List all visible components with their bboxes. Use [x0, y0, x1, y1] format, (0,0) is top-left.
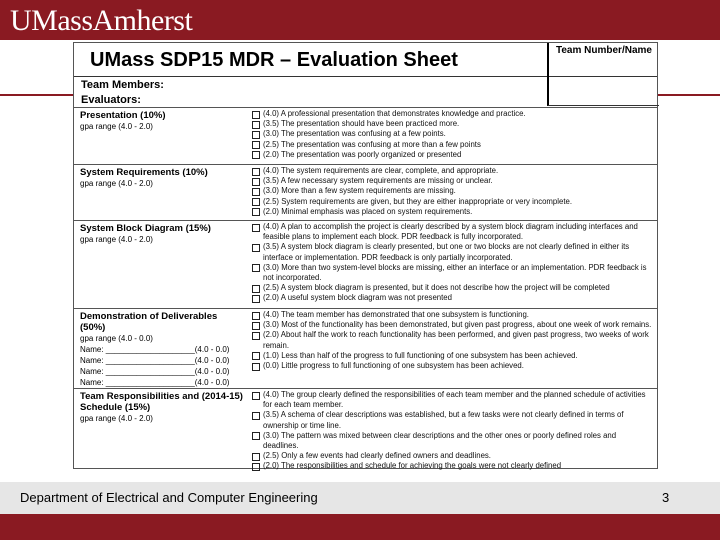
criterion-text: (3.0) The presentation was confusing at a few points.	[263, 129, 446, 139]
checkbox[interactable]	[252, 285, 260, 293]
criterion-text: (2.0) The responsibilities and schedule for achieving the goals were not clearly defined	[263, 461, 562, 471]
team-number-label: Team Number/Name	[556, 45, 652, 56]
section-header	[80, 311, 245, 388]
section-title: Team Responsibilities and (2014-15) Schedule (15%)	[80, 391, 243, 413]
criteria-list	[252, 166, 652, 217]
section-title: System Block Diagram (15%)	[80, 223, 211, 234]
criterion-item[interactable]	[252, 140, 652, 150]
criterion-text: (1.0) Less than half of the progress to full functioning of one subsystem has been achieved.	[263, 350, 578, 360]
criterion-text: (2.0) About half the work to reach functionality has been performed, and given past progress, two weeks of work remain.	[263, 330, 649, 350]
checkbox[interactable]	[252, 188, 260, 196]
criterion-item[interactable]	[252, 431, 652, 451]
section-system-block-diagram	[74, 220, 657, 309]
criterion-text: (4.0) The system requirements are clear, complete, and appropriate.	[263, 166, 499, 175]
checkbox[interactable]	[252, 412, 260, 420]
criterion-text: (3.5) A few necessary system requirements are missing or unclear.	[263, 176, 493, 186]
checkbox[interactable]	[252, 432, 260, 440]
section-header	[80, 391, 245, 424]
criterion-text: (3.5) The presentation should have been practiced more.	[263, 119, 460, 129]
criterion-item[interactable]	[252, 293, 652, 303]
section-title: Presentation (10%)	[80, 110, 166, 121]
checkbox[interactable]	[252, 111, 260, 119]
section-team-responsibilities	[74, 388, 657, 469]
checkbox[interactable]	[252, 363, 260, 371]
criterion-text: (4.0) A plan to accomplish the project is clearly described by a system block diagram including interfaces and feasible plans to implement each block. PDR feedback is fully incorporated.	[263, 222, 638, 242]
checkbox[interactable]	[252, 121, 260, 129]
checkbox[interactable]	[252, 141, 260, 149]
section-demonstration-of-deliverables	[74, 308, 657, 389]
sheet-title: UMass SDP15 MDR – Evaluation Sheet	[90, 49, 458, 71]
university-logo: UMassAmherst	[10, 4, 193, 37]
criterion-item[interactable]	[252, 361, 652, 371]
criteria-list	[252, 109, 652, 160]
page-number: 3	[662, 490, 670, 505]
criterion-text: (2.5) A system block diagram is presented, but it does not describe how the project will be completed	[263, 283, 610, 293]
criterion-text: (0.0) Little progress to full functioning of one subsystem has been achieved.	[263, 361, 524, 371]
criteria-list	[252, 390, 652, 472]
criterion-item[interactable]	[252, 451, 652, 461]
criterion-text: (3.0) More than a few system requirements are missing.	[263, 186, 456, 196]
checkbox[interactable]	[252, 332, 260, 340]
criterion-text: (4.0) The group clearly defined the responsibilities of each team member and the planned schedule of activities for each team member.	[263, 390, 646, 410]
checkbox[interactable]	[252, 295, 260, 303]
criterion-item[interactable]	[252, 410, 652, 430]
criterion-item[interactable]	[252, 351, 652, 361]
checkbox[interactable]	[252, 224, 260, 232]
criterion-item[interactable]	[252, 197, 652, 207]
criterion-text: (2.0) The presentation was poorly organized or presented	[263, 149, 462, 159]
criterion-text: (4.0) A professional presentation that demonstrates knowledge and practice.	[263, 109, 526, 118]
name-line[interactable]: Name: ____________________(4.0 - 0.0)	[80, 378, 230, 387]
criterion-text: (2.0) A useful system block diagram was not presented	[263, 293, 452, 303]
section-range: gpa range (4.0 - 2.0)	[80, 179, 153, 188]
section-range: gpa range (4.0 - 2.0)	[80, 414, 153, 423]
criterion-item[interactable]	[252, 109, 652, 119]
checkbox[interactable]	[252, 352, 260, 360]
criterion-item[interactable]	[252, 222, 652, 242]
name-lines	[80, 344, 245, 388]
section-title: System Requirements (10%)	[80, 167, 208, 178]
section-header	[80, 223, 245, 245]
criteria-list	[252, 222, 652, 304]
department-name: Department of Electrical and Computer Engineering	[20, 490, 318, 505]
checkbox[interactable]	[252, 198, 260, 206]
criterion-text: (3.0) More than two system-level blocks are missing, either an interface or an implementation. PDR feedback is not incorporated.	[263, 262, 647, 283]
checkbox[interactable]	[252, 208, 260, 216]
team-members-label: Team Members:	[81, 79, 164, 91]
checkbox[interactable]	[252, 312, 260, 320]
section-title: Demonstration of Deliverables (50%)	[80, 311, 218, 333]
checkbox[interactable]	[252, 392, 260, 400]
criterion-text: (2.5) The presentation was confusing at more than a few points	[263, 139, 481, 149]
criterion-item[interactable]	[252, 207, 652, 217]
criterion-text: (4.0) The team member has demonstrated that one subsystem is functioning.	[263, 310, 529, 319]
criterion-text: (3.0) The pattern was mixed between clear descriptions and the other ones or poorly defined roles and deadlines.	[263, 430, 617, 451]
criterion-item[interactable]	[252, 330, 652, 350]
checkbox[interactable]	[252, 168, 260, 176]
team-number-box	[547, 43, 659, 106]
criterion-item[interactable]	[252, 461, 652, 471]
section-header	[80, 167, 245, 189]
checkbox[interactable]	[252, 322, 260, 330]
criterion-item[interactable]	[252, 390, 652, 410]
section-range: gpa range (4.0 - 2.0)	[80, 235, 153, 244]
section-range: gpa range (4.0 - 0.0)	[80, 334, 153, 343]
criterion-item[interactable]	[252, 119, 652, 129]
bottom-bar	[0, 514, 720, 540]
checkbox[interactable]	[252, 151, 260, 159]
name-line[interactable]: Name: ____________________(4.0 - 0.0)	[80, 345, 230, 354]
criterion-text: (3.0) Most of the functionality has been demonstrated, but given past progress, about one week of work remains.	[263, 320, 652, 330]
checkbox[interactable]	[252, 131, 260, 139]
criterion-item[interactable]	[252, 150, 652, 160]
criterion-item[interactable]	[252, 176, 652, 186]
evaluators-label: Evaluators:	[81, 94, 141, 106]
name-line[interactable]: Name: ____________________(4.0 - 0.0)	[80, 356, 230, 365]
criterion-text: (2.5) System requirements are given, but they are either inappropriate or very incomplete.	[263, 196, 572, 206]
criterion-text: (3.5) A system block diagram is clearly presented, but one or two blocks are not clearly defined in either its interface or implementation. PDR feedback is only partially incorporated.	[263, 242, 630, 262]
criterion-item[interactable]	[252, 283, 652, 293]
criteria-list	[252, 310, 652, 371]
section-range: gpa range (4.0 - 2.0)	[80, 122, 153, 131]
name-line[interactable]: Name: ____________________(4.0 - 0.0)	[80, 367, 230, 376]
checkbox[interactable]	[252, 453, 260, 461]
criterion-item[interactable]	[252, 186, 652, 196]
section-header	[80, 110, 245, 132]
criterion-item[interactable]	[252, 166, 652, 176]
criterion-text: (3.5) A schema of clear descriptions was established, but a few tasks were not clearly defined in terms of ownership or time line.	[263, 410, 624, 430]
criterion-item[interactable]	[252, 263, 652, 283]
header-bar	[0, 0, 720, 40]
section-presentation	[74, 107, 657, 165]
checkbox[interactable]	[252, 244, 260, 252]
criterion-item[interactable]	[252, 320, 652, 330]
checkbox[interactable]	[252, 463, 260, 471]
criterion-text: (2.0) Minimal emphasis was placed on system requirements.	[263, 206, 473, 216]
section-system-requirements	[74, 164, 657, 221]
evaluation-sheet	[73, 42, 658, 469]
criterion-item[interactable]	[252, 310, 652, 320]
checkbox[interactable]	[252, 264, 260, 272]
criterion-item[interactable]	[252, 129, 652, 139]
criterion-item[interactable]	[252, 242, 652, 262]
checkbox[interactable]	[252, 178, 260, 186]
criterion-text: (2.5) Only a few events had clearly defined owners and deadlines.	[263, 451, 491, 461]
